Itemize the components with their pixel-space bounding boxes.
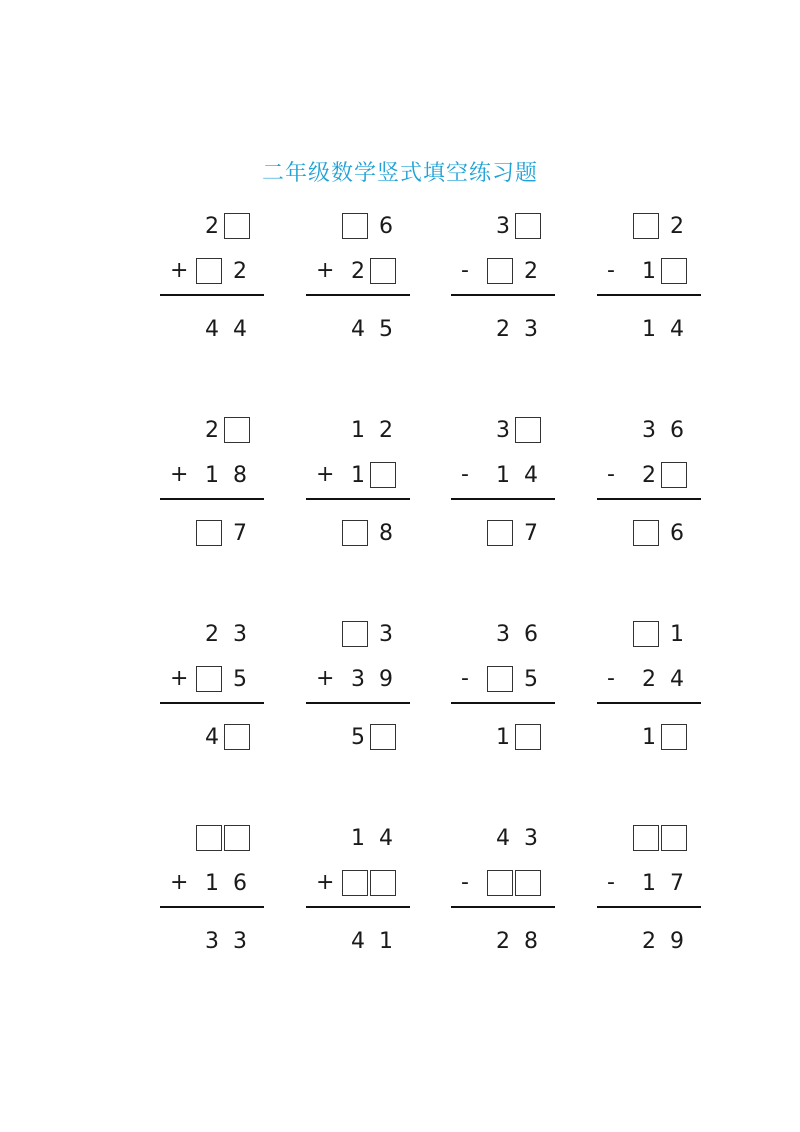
operator-sign: - — [461, 870, 469, 895]
operator-sign: + — [170, 258, 189, 283]
mid-digit: 3 — [351, 666, 365, 692]
mid-row — [340, 257, 396, 285]
mid-digit: 8 — [233, 462, 247, 488]
mid-row — [340, 665, 396, 693]
vertical-problem — [160, 210, 264, 350]
answer-box[interactable] — [370, 870, 396, 896]
operator-sign: - — [607, 870, 615, 895]
top-digit: 6 — [379, 213, 393, 239]
mid-row — [631, 257, 687, 285]
result-digit: 5 — [379, 316, 393, 342]
sum-line — [306, 702, 410, 704]
mid-row — [194, 869, 250, 897]
operator-sign: - — [461, 462, 469, 487]
result-row — [485, 723, 541, 751]
result-row — [194, 723, 250, 751]
answer-box[interactable] — [224, 724, 250, 750]
vertical-problem — [451, 618, 555, 758]
vertical-problem — [160, 618, 264, 758]
answer-box[interactable] — [370, 462, 396, 488]
top-digit: 3 — [642, 417, 656, 443]
top-digit: 1 — [670, 621, 684, 647]
result-digit: 8 — [379, 520, 393, 546]
result-digit: 1 — [379, 928, 393, 954]
sum-line — [597, 498, 701, 500]
mid-digit: 1 — [205, 870, 219, 896]
mid-row — [485, 869, 541, 897]
mid-row — [485, 665, 541, 693]
vertical-problem — [597, 822, 701, 962]
result-digit: 3 — [205, 928, 219, 954]
top-digit: 6 — [670, 417, 684, 443]
top-row — [485, 416, 541, 444]
result-digit: 7 — [233, 520, 247, 546]
answer-box[interactable] — [633, 213, 659, 239]
mid-digit: 4 — [670, 666, 684, 692]
mid-row — [485, 461, 541, 489]
sum-line — [451, 702, 555, 704]
vertical-problem — [451, 822, 555, 962]
top-row — [340, 416, 396, 444]
sum-line — [160, 702, 264, 704]
operator-sign: + — [316, 666, 335, 691]
result-digit: 2 — [496, 928, 510, 954]
top-row — [194, 416, 250, 444]
operator-sign: + — [170, 462, 189, 487]
mid-digit: 9 — [379, 666, 393, 692]
top-row — [485, 212, 541, 240]
answer-box[interactable] — [196, 666, 222, 692]
answer-box[interactable] — [661, 825, 687, 851]
answer-box[interactable] — [224, 213, 250, 239]
top-digit: 1 — [351, 825, 365, 851]
vertical-problem — [306, 210, 410, 350]
vertical-problem — [306, 618, 410, 758]
mid-digit: 1 — [205, 462, 219, 488]
result-row — [194, 315, 250, 343]
sum-line — [160, 498, 264, 500]
top-row — [194, 824, 250, 852]
mid-digit: 1 — [642, 870, 656, 896]
top-digit: 1 — [351, 417, 365, 443]
result-digit: 9 — [670, 928, 684, 954]
result-digit: 2 — [496, 316, 510, 342]
mid-digit: 2 — [642, 462, 656, 488]
answer-box[interactable] — [196, 258, 222, 284]
answer-box[interactable] — [633, 520, 659, 546]
result-digit: 4 — [205, 316, 219, 342]
result-row — [194, 927, 250, 955]
answer-box[interactable] — [342, 621, 368, 647]
answer-box[interactable] — [342, 520, 368, 546]
mid-row — [631, 869, 687, 897]
answer-box[interactable] — [633, 825, 659, 851]
operator-sign: - — [607, 666, 615, 691]
result-digit: 6 — [670, 520, 684, 546]
sum-line — [160, 294, 264, 296]
operator-sign: + — [170, 870, 189, 895]
answer-box[interactable] — [370, 258, 396, 284]
answer-box[interactable] — [342, 213, 368, 239]
result-digit: 5 — [351, 724, 365, 750]
top-digit: 2 — [670, 213, 684, 239]
sum-line — [451, 906, 555, 908]
result-row — [340, 723, 396, 751]
top-digit: 3 — [524, 825, 538, 851]
sum-line — [306, 294, 410, 296]
answer-box[interactable] — [224, 825, 250, 851]
answer-box[interactable] — [224, 417, 250, 443]
answer-box[interactable] — [633, 621, 659, 647]
result-row — [485, 519, 541, 547]
result-row — [631, 519, 687, 547]
result-row — [631, 315, 687, 343]
answer-box[interactable] — [370, 724, 396, 750]
vertical-problem — [597, 414, 701, 554]
result-digit: 3 — [524, 316, 538, 342]
result-digit: 4 — [205, 724, 219, 750]
mid-digit: 5 — [524, 666, 538, 692]
top-digit: 3 — [233, 621, 247, 647]
sum-line — [597, 702, 701, 704]
operator-sign: + — [316, 462, 335, 487]
sum-line — [451, 498, 555, 500]
result-digit: 8 — [524, 928, 538, 954]
result-digit: 1 — [496, 724, 510, 750]
mid-row — [631, 461, 687, 489]
vertical-problem — [597, 210, 701, 350]
top-row — [631, 824, 687, 852]
result-row — [340, 927, 396, 955]
result-digit: 4 — [351, 928, 365, 954]
mid-row — [194, 257, 250, 285]
answer-box[interactable] — [661, 462, 687, 488]
operator-sign: + — [316, 870, 335, 895]
operator-sign: + — [170, 666, 189, 691]
result-digit: 1 — [642, 316, 656, 342]
answer-box[interactable] — [661, 258, 687, 284]
mid-digit: 7 — [670, 870, 684, 896]
worksheet-title: 二年级数学竖式填空练习题 — [261, 161, 538, 186]
mid-digit: 1 — [496, 462, 510, 488]
sum-line — [597, 294, 701, 296]
top-row — [340, 824, 396, 852]
answer-box[interactable] — [487, 666, 513, 692]
top-digit: 6 — [524, 621, 538, 647]
top-digit: 3 — [496, 621, 510, 647]
mid-row — [340, 461, 396, 489]
result-row — [631, 927, 687, 955]
result-row — [194, 519, 250, 547]
answer-box[interactable] — [515, 417, 541, 443]
result-row — [485, 927, 541, 955]
answer-box[interactable] — [196, 825, 222, 851]
vertical-problem — [160, 822, 264, 962]
mid-row — [194, 665, 250, 693]
answer-box[interactable] — [515, 213, 541, 239]
top-row — [340, 620, 396, 648]
mid-digit: 2 — [351, 258, 365, 284]
mid-digit: 1 — [642, 258, 656, 284]
result-digit: 4 — [670, 316, 684, 342]
answer-box[interactable] — [487, 520, 513, 546]
top-digit: 2 — [205, 621, 219, 647]
top-row — [194, 620, 250, 648]
vertical-problem — [451, 210, 555, 350]
top-digit: 4 — [379, 825, 393, 851]
top-row — [631, 212, 687, 240]
mid-digit: 1 — [351, 462, 365, 488]
result-row — [485, 315, 541, 343]
mid-row — [340, 869, 396, 897]
mid-row — [631, 665, 687, 693]
result-digit: 2 — [642, 928, 656, 954]
sum-line — [451, 294, 555, 296]
top-digit: 2 — [205, 417, 219, 443]
answer-box[interactable] — [515, 724, 541, 750]
answer-box[interactable] — [661, 724, 687, 750]
top-row — [485, 824, 541, 852]
top-digit: 2 — [379, 417, 393, 443]
mid-row — [485, 257, 541, 285]
vertical-problem — [597, 618, 701, 758]
sum-line — [306, 906, 410, 908]
operator-sign: - — [461, 258, 469, 283]
top-digit: 3 — [496, 213, 510, 239]
vertical-problem — [306, 822, 410, 962]
top-digit: 3 — [379, 621, 393, 647]
result-row — [340, 315, 396, 343]
top-digit: 3 — [496, 417, 510, 443]
sum-line — [160, 906, 264, 908]
answer-box[interactable] — [487, 258, 513, 284]
mid-digit: 6 — [233, 870, 247, 896]
answer-box[interactable] — [196, 520, 222, 546]
result-row — [631, 723, 687, 751]
result-digit: 4 — [351, 316, 365, 342]
result-digit: 1 — [642, 724, 656, 750]
operator-sign: - — [607, 258, 615, 283]
answer-box[interactable] — [342, 870, 368, 896]
top-row — [194, 212, 250, 240]
top-row — [631, 620, 687, 648]
vertical-problem — [306, 414, 410, 554]
mid-row — [194, 461, 250, 489]
result-row — [340, 519, 396, 547]
operator-sign: - — [461, 666, 469, 691]
answer-box[interactable] — [487, 870, 513, 896]
mid-digit: 2 — [524, 258, 538, 284]
sum-line — [306, 498, 410, 500]
answer-box[interactable] — [515, 870, 541, 896]
mid-digit: 4 — [524, 462, 538, 488]
mid-digit: 5 — [233, 666, 247, 692]
mid-digit: 2 — [642, 666, 656, 692]
result-digit: 3 — [233, 928, 247, 954]
top-digit: 4 — [496, 825, 510, 851]
sum-line — [597, 906, 701, 908]
top-digit: 2 — [205, 213, 219, 239]
operator-sign: - — [607, 462, 615, 487]
top-row — [631, 416, 687, 444]
result-digit: 7 — [524, 520, 538, 546]
top-row — [340, 212, 396, 240]
vertical-problem — [451, 414, 555, 554]
mid-digit: 2 — [233, 258, 247, 284]
operator-sign: + — [316, 258, 335, 283]
vertical-problem — [160, 414, 264, 554]
result-digit: 4 — [233, 316, 247, 342]
top-row — [485, 620, 541, 648]
